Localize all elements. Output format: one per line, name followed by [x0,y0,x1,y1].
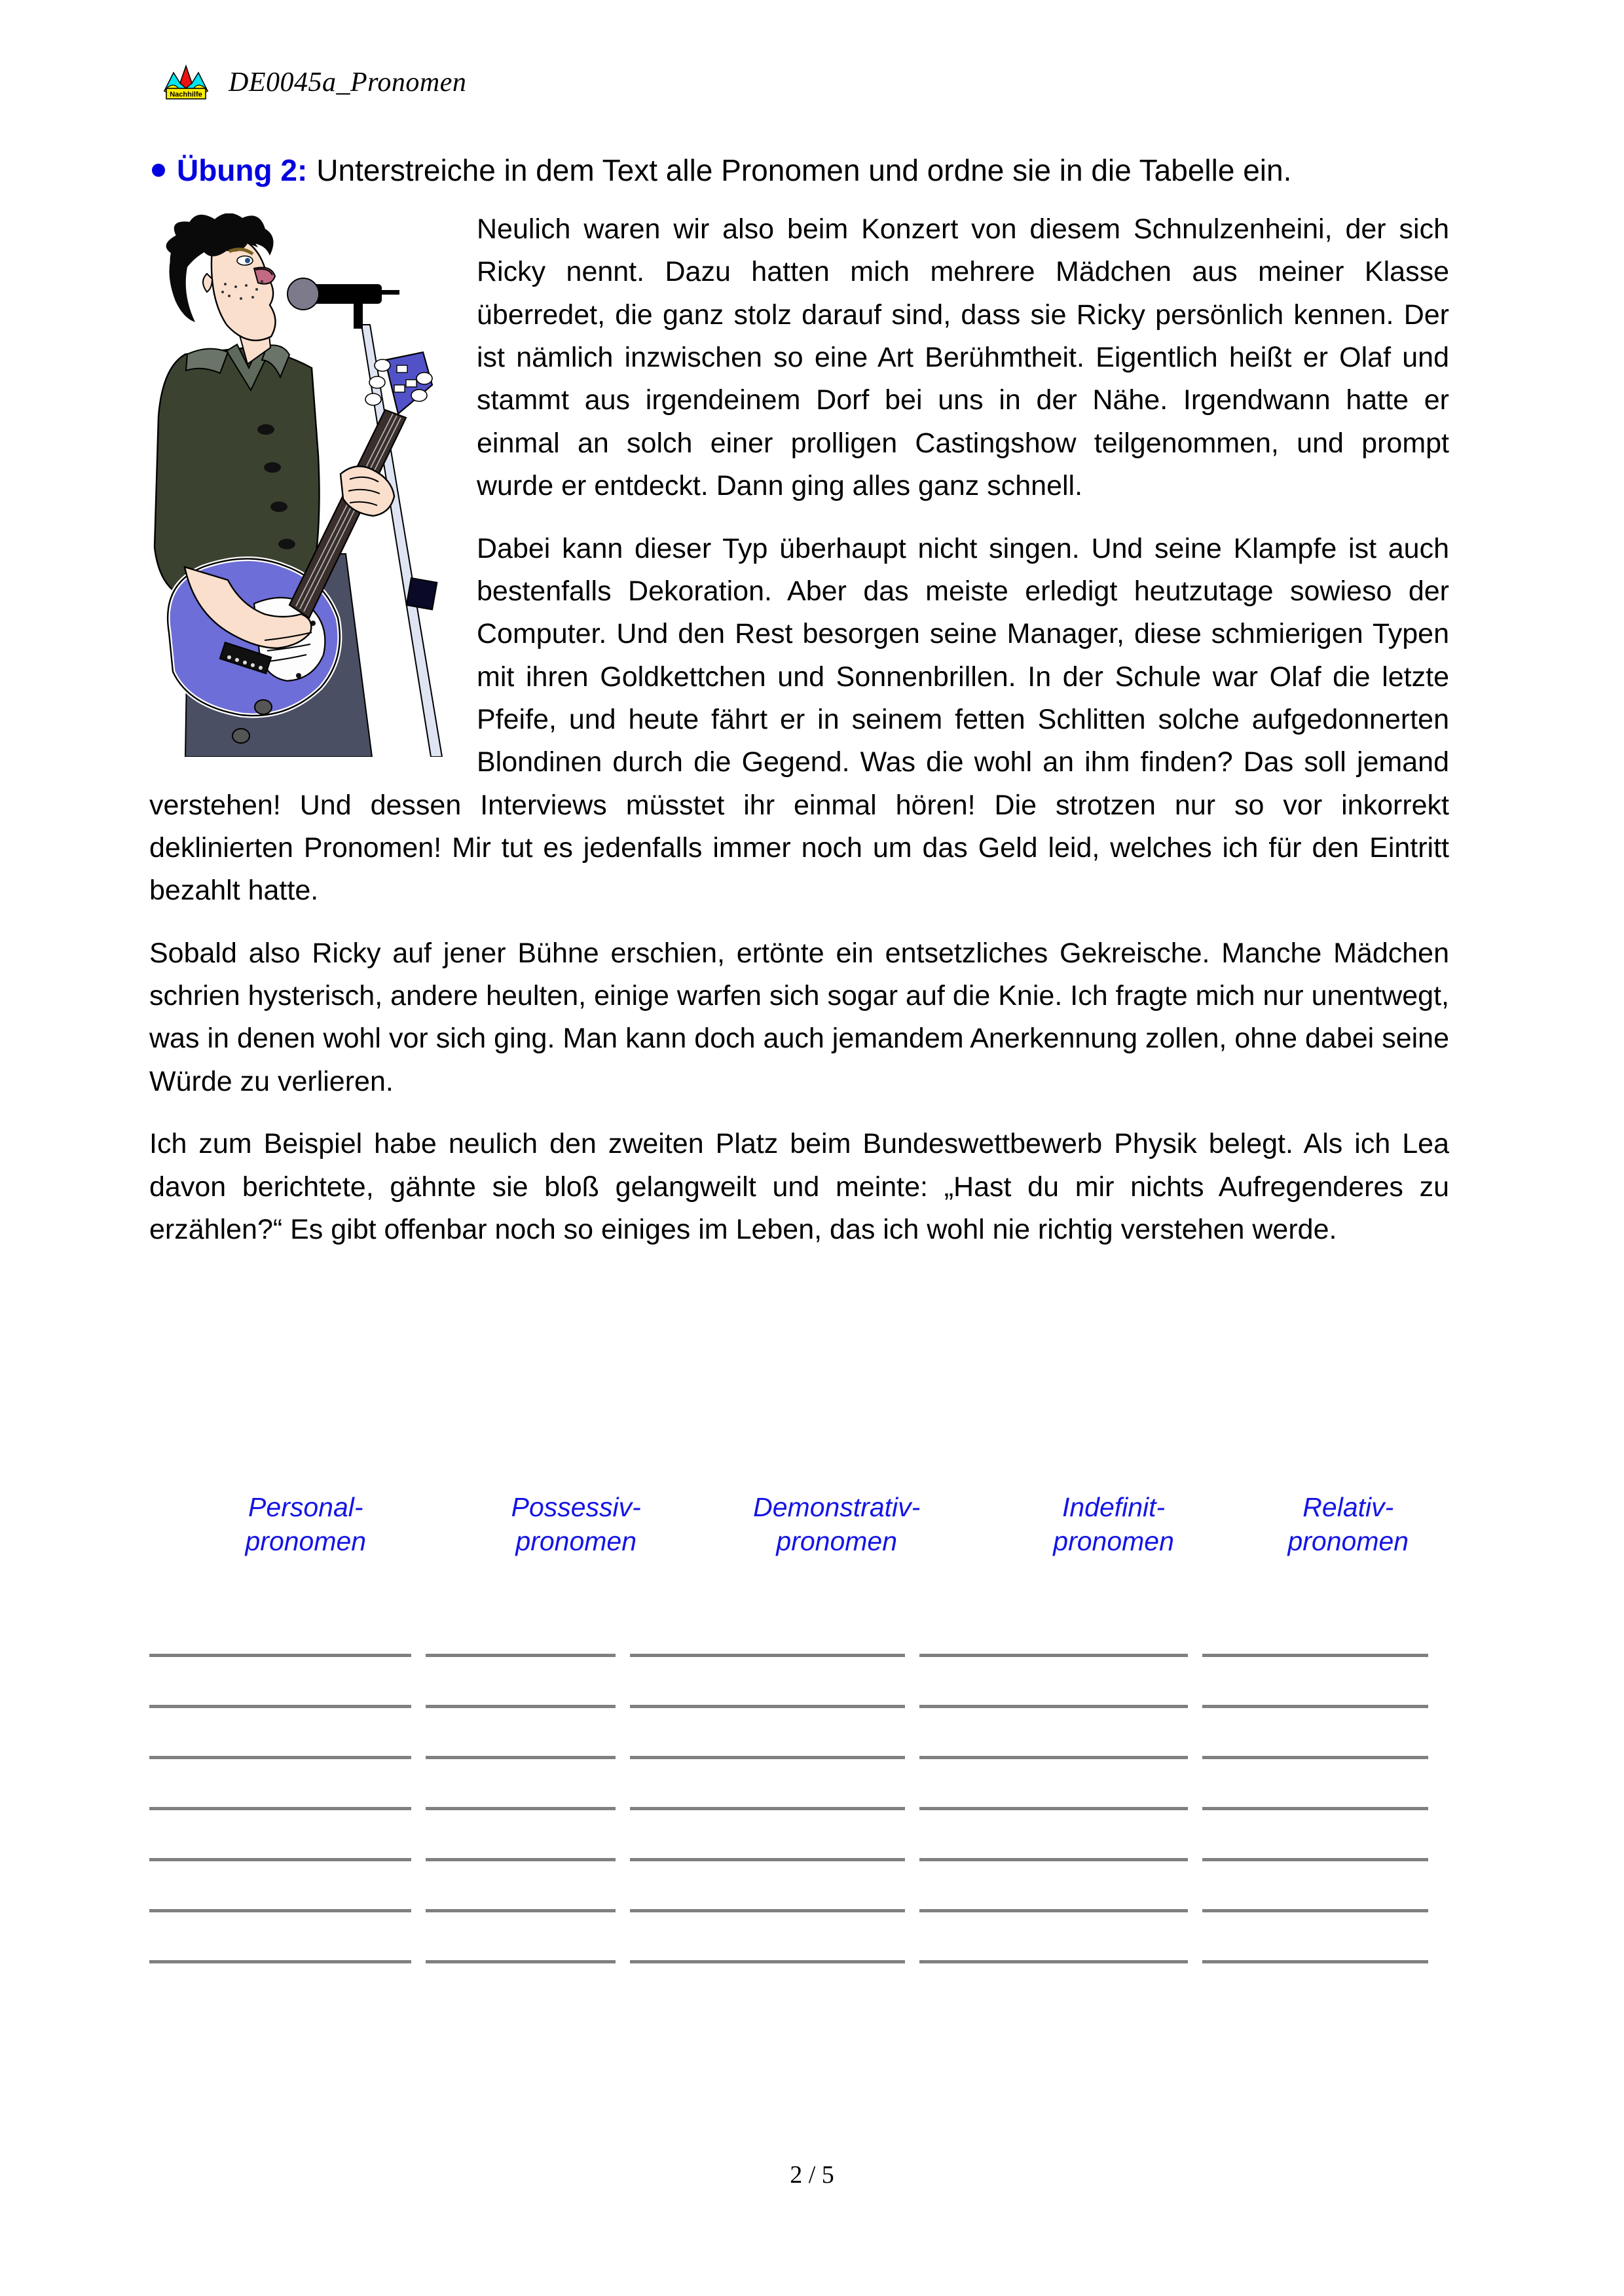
column-header-line2: pronomen [1053,1526,1174,1557]
column-header-demonstrativpronomen [690,1490,984,1559]
answer-blank-line[interactable] [919,1756,1188,1759]
page-footer: 2 / 5 [790,2161,834,2189]
exercise-label: Übung 2: [177,153,308,187]
paragraph-2: Dabei kann dieser Typ überhaupt nicht singen. Und seine Klampfe ist auch bestenfalls Dekoration. Aber das meiste erledigt heutzutage sowieso der Computer. Und den Rest besorgen seine Manager, diese schmierigen Typen mit ihren Goldkettchen und Sonnenbrillen. In der Schule war Olaf die letzte Pfeife, und heute fährt er in seinem fetten Schlitten solche aufgedonnerten Blondinen durch die Gegend. Was die wohl an ihm finden? Das soll jemand verstehen! Und dessen Interviews müsstet ihr einmal hören! Die strotzen nur so vor inkorrekt deklinierten Pronomen! Mir tut es jedenfalls immer noch um das Geld leid, welches ich für den Eintritt bezahlt hatte. [149,532,1449,907]
answer-blank-line[interactable] [149,1654,411,1657]
answer-blank-line[interactable] [630,1909,905,1912]
table-row [149,1759,1452,1810]
answer-blank-line[interactable] [630,1756,905,1759]
answer-blank-line[interactable] [630,1807,905,1810]
column-header-line1: Indefinit- [1061,1492,1166,1522]
answer-blank-line[interactable] [1202,1654,1428,1657]
answer-rows [149,1606,1452,1963]
column-header-line2: pronomen [245,1526,367,1557]
answer-blank-line[interactable] [630,1858,905,1861]
reading-text [149,208,1449,1251]
answer-blank-line[interactable] [426,1807,616,1810]
answer-blank-line[interactable] [426,1756,616,1759]
pronoun-answer-table [149,1490,1452,1963]
column-header-personalpronomen [149,1490,462,1559]
nachhilfe-logo-icon [160,62,212,103]
answer-blank-line[interactable] [919,1858,1188,1861]
answer-blank-line[interactable] [630,1654,905,1657]
answer-blank-line[interactable] [149,1909,411,1912]
column-header-line1: Personal- [248,1492,363,1522]
answer-blank-line[interactable] [149,1705,411,1708]
exercise-instruction: Unterstreiche in dem Text alle Pronomen und ordne sie in die Tabelle ein. [316,153,1292,187]
document-title: DE0045a_Pronomen [229,67,467,98]
bullet-point-icon [152,164,165,177]
exercise-heading [152,153,1462,188]
table-row [149,1810,1452,1861]
column-header-line2: pronomen [776,1526,898,1557]
column-header-possessivpronomen [462,1490,690,1559]
column-header-line2: pronomen [1287,1526,1409,1557]
paragraph-3: Sobald also Ricky auf jener Bühne erschien, ertönte ein entsetzliches Gekreische. Manche Mädchen schrien hysterisch, andere heulten, einige warfen sich sogar auf die Knie. Ich fragte mich nur unentwegt, was in denen wohl vor sich ging. Man kann doch auch jemandem Anerkennung zollen, ohne dabei seine Würde zu verlieren. [149,937,1449,1097]
column-header-indefinitpronomen [984,1490,1244,1559]
answer-blank-line[interactable] [919,1654,1188,1657]
answer-blank-line[interactable] [630,1705,905,1708]
answer-blank-line[interactable] [426,1909,616,1912]
answer-blank-line[interactable] [919,1705,1188,1708]
answer-blank-line[interactable] [149,1807,411,1810]
answer-blank-line[interactable] [919,1960,1188,1963]
answer-blank-line[interactable] [1202,1807,1428,1810]
answer-blank-line[interactable] [426,1654,616,1657]
table-row [149,1606,1452,1657]
answer-blank-line[interactable] [426,1858,616,1861]
paragraph-1: Neulich waren wir also beim Konzert von diesem Schnulzenheini, der sich Ricky nennt. Dazu hatten mich mehrere Mädchen aus meiner Klasse überredet, die ganz stolz darauf sind, dass sie Ricky persönlich kennen. Der ist nämlich inzwischen so eine Art Berühmtheit. Eigentlich heißt er Olaf und stammt aus irgendeinem Dorf bei uns in der Nähe. Irgendwann hatte er einmal an solch einer prolligen Castingshow teilgenommen, und prompt wurde er entdeckt. Dann ging alles ganz schnell. [477,213,1449,502]
answer-blank-line[interactable] [1202,1858,1428,1861]
page-header [160,62,466,103]
answer-blank-line[interactable] [426,1960,616,1963]
guitarist-singer-illustration [149,213,457,757]
answer-blank-line[interactable] [1202,1756,1428,1759]
table-row [149,1912,1452,1963]
answer-blank-line[interactable] [1202,1909,1428,1912]
answer-blank-line[interactable] [149,1756,411,1759]
answer-blank-line[interactable] [149,1858,411,1861]
answer-blank-line[interactable] [149,1960,411,1963]
table-row [149,1861,1452,1912]
answer-blank-line[interactable] [426,1705,616,1708]
answer-blank-line[interactable] [1202,1960,1428,1963]
column-header-line1: Relativ- [1302,1492,1394,1522]
paragraph-4: Ich zum Beispiel habe neulich den zweiten Platz beim Bundeswettbewerb Physik belegt. Als ich Lea davon berichtete, gähnte sie bloß gelangweilt und meinte: „Hast du mir nichts Aufregenderes zu erzählen?“ Es gibt offenbar noch so einiges im Leben, das ich wohl nie richtig verstehen werde. [149,1128,1449,1245]
svg-text:Nachhilfe: Nachhilfe [170,90,202,99]
column-header-line1: Possessiv- [511,1492,641,1522]
table-row [149,1708,1452,1759]
column-header-line2: pronomen [515,1526,637,1557]
answer-blank-line[interactable] [630,1960,905,1963]
column-header-line1: Demonstrativ- [753,1492,921,1522]
answer-blank-line[interactable] [1202,1705,1428,1708]
table-row [149,1657,1452,1708]
answer-blank-line[interactable] [919,1807,1188,1810]
table-header-row [149,1490,1452,1559]
answer-blank-line[interactable] [919,1909,1188,1912]
column-header-relativpronomen [1244,1490,1452,1559]
